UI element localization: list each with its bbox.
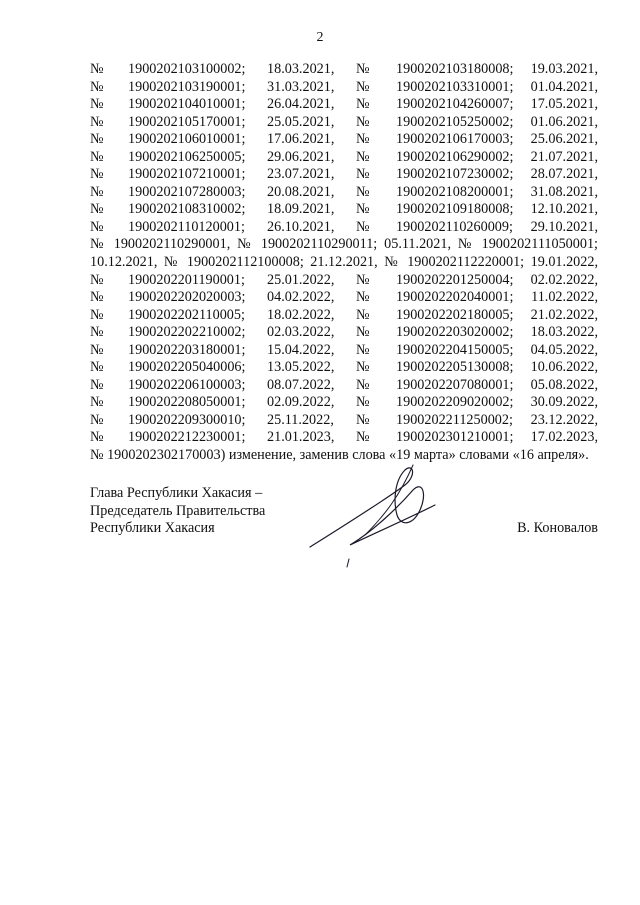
date: 11.02.2022, [531,289,598,306]
date: 18.09.2021, [267,201,335,218]
date: 04.02.2022, [267,289,335,306]
number-sign: № [356,201,370,218]
date: 17.05.2021, [530,96,598,113]
registration-number: 1900202207080001; [396,376,514,393]
date: 05.08.2022, [530,376,598,393]
entry-row [90,394,598,412]
registration-number: 1900202109180008; [396,201,514,218]
registration-number: 1900202110120001; [128,218,245,235]
number-sign: № [90,359,104,376]
entry-row [90,131,598,149]
number-sign: № [90,376,104,393]
number-sign: № [90,341,104,358]
registration-number: 1900202212230001; [128,429,246,446]
entry-row [90,429,598,447]
date: 26.04.2021, [267,96,335,113]
final-line: № 1900202302170003) изменение, заменив слова «19 марта» словами «16 апреля». [90,447,589,464]
number-sign: № [90,289,104,306]
signatory-title-line: Глава Республики Хакасия – [90,485,263,501]
date: 29.10.2021, [530,218,598,235]
signatory-title [90,485,265,538]
entry-row [90,149,598,167]
number-sign: № [356,394,370,411]
date: 31.08.2021, [530,183,598,200]
date: 18.03.2022, [530,324,598,341]
registration-number: 1900202107280003; [128,183,246,200]
number-sign: № [356,113,370,130]
date: 02.03.2022, [267,324,335,341]
registration-number: 1900202103180008; [396,61,514,77]
number-sign: № [356,148,370,165]
date: 13.05.2022, [267,359,335,376]
page-number: 2 [316,30,324,45]
entry-row [90,114,598,132]
number-sign: № [90,411,104,428]
number-sign: № [356,376,370,393]
number-sign: № [90,148,104,165]
registration-number: 1900202208050001; [128,394,246,411]
registration-number: 1900202202040001; [396,289,514,306]
date: 08.07.2022, [267,376,335,393]
registration-number: 1900202103190001; [128,78,246,95]
date: 25.01.2022, [267,271,335,288]
signatory-name: В. Коновалов [517,520,598,536]
entries-bottom [90,272,598,447]
registration-number: 1900202209020002; [396,394,514,411]
registration-number: 1900202202110005; [128,306,245,323]
number-sign: № [356,96,370,113]
registration-number: 1900202103310001; [396,78,514,95]
number-sign: № [90,394,104,411]
date: 01.06.2021, [530,113,598,130]
number-sign: № [90,429,104,446]
number-sign: № [356,61,370,77]
date: 23.12.2022, [530,411,598,428]
date: 29.06.2021, [267,148,335,165]
date: 25.05.2021, [267,113,335,130]
document-body [90,61,598,465]
registration-number: 1900202211250002; [396,411,513,428]
entry-row [90,61,598,79]
date: 25.06.2021, [530,131,598,148]
entry-row [90,96,598,114]
number-sign: № [356,131,370,148]
registration-number: 1900202104010001; [128,96,246,113]
entry-row [90,272,598,290]
date: 23.07.2021, [267,166,335,183]
entry-row [90,201,598,219]
date: 25.11.2022, [267,411,334,428]
entry-row [90,79,598,97]
date: 21.07.2021, [530,148,598,165]
date: 02.02.2022, [530,271,598,288]
registration-number: 1900202203020002; [396,324,514,341]
date: 15.04.2022, [267,341,335,358]
number-sign: № [356,78,370,95]
registration-number: 1900202201190001; [128,271,245,288]
number-sign: № [356,289,370,306]
date: 01.04.2021, [530,78,598,95]
date: 19.03.2021, [530,61,598,77]
registration-number: 1900202103100002; [128,61,246,77]
number-sign: № [90,201,104,218]
date: 17.02.2023, [530,429,598,446]
number-sign: № [90,271,104,288]
number-sign: № [356,271,370,288]
number-sign: № [90,324,104,341]
number-sign: № [90,183,104,200]
registration-number: 1900202108310002; [128,201,246,218]
date: 04.05.2022, [530,341,598,358]
number-sign: № [90,306,104,323]
number-sign: № [90,131,104,148]
number-sign: № [356,324,370,341]
date: 26.10.2021, [267,218,335,235]
date: 02.09.2022, [267,394,335,411]
date: 17.06.2021, [267,131,335,148]
registration-number: 1900202206100003; [128,376,246,393]
number-sign: № [356,306,370,323]
registration-number: 1900202204150005; [396,341,514,358]
entry-row [90,166,598,184]
date: 18.02.2022, [267,306,335,323]
registration-number: 1900202201250004; [396,271,514,288]
registration-number: 1900202301210001; [396,429,514,446]
registration-number: 1900202105170001; [128,113,246,130]
registration-number: 1900202209300010; [128,411,246,428]
entry-row [90,219,598,237]
number-sign: № [90,166,104,183]
registration-number: 1900202205040006; [128,359,246,376]
registration-number: 1900202105250002; [396,113,514,130]
date: 21.01.2023, [267,429,335,446]
number-sign: № [356,166,370,183]
number-sign: № [356,429,370,446]
entry-row [90,342,598,360]
entry-row [90,184,598,202]
entries-top [90,61,598,236]
date: 18.03.2021, [267,61,335,77]
registration-number: 1900202107230002; [396,166,514,183]
registration-number: 1900202202020003; [128,289,246,306]
entry-row [90,377,598,395]
date: 28.07.2021, [530,166,598,183]
date: 30.09.2022, [530,394,598,411]
number-sign: № [356,359,370,376]
registration-number: 1900202205130008; [396,359,514,376]
registration-number: 1900202106010001; [128,131,246,148]
registration-number: 1900202107210001; [128,166,246,183]
registration-number: 1900202104260007; [396,96,514,113]
number-sign: № [90,218,104,235]
registration-number: 1900202110260009; [396,218,513,235]
entry-row [90,289,598,307]
date: 21.02.2022, [530,306,598,323]
entry-row [90,307,598,325]
registration-number: 1900202106250005; [128,148,246,165]
number-sign: № [356,411,370,428]
date: 10.06.2022, [530,359,598,376]
handwritten-signature [305,455,455,570]
date: 31.03.2021, [267,78,335,95]
number-sign: № [90,96,104,113]
number-sign: № [356,183,370,200]
registration-number: 1900202203180001; [128,341,246,358]
registration-number: 1900202202210002; [128,324,246,341]
number-sign: № [90,113,104,130]
entry-row [90,359,598,377]
date: 20.08.2021, [267,183,335,200]
number-sign: № [90,78,104,95]
justified-line: 10.12.2021, № 1900202112100008; 21.12.2021, № 1900202112220001; 19.01.2022, [90,254,598,271]
signatory-title-line: Председатель Правительства [90,502,266,519]
number-sign: № [356,218,370,235]
entry-row [90,412,598,430]
registration-number: 1900202202180005; [396,306,514,323]
number-sign: № [90,61,104,77]
justified-line: № 1900202110290001, № 1900202110290011; 05.11.2021, № 1900202111050001; [90,236,598,253]
registration-number: 1900202106290002; [396,148,514,165]
registration-number: 1900202106170003; [396,131,514,148]
signatory-title-line: Республики Хакасия [90,520,215,536]
date: 12.10.2021, [530,201,598,218]
number-sign: № [356,341,370,358]
entry-row [90,324,598,342]
registration-number: 1900202108200001; [396,183,514,200]
